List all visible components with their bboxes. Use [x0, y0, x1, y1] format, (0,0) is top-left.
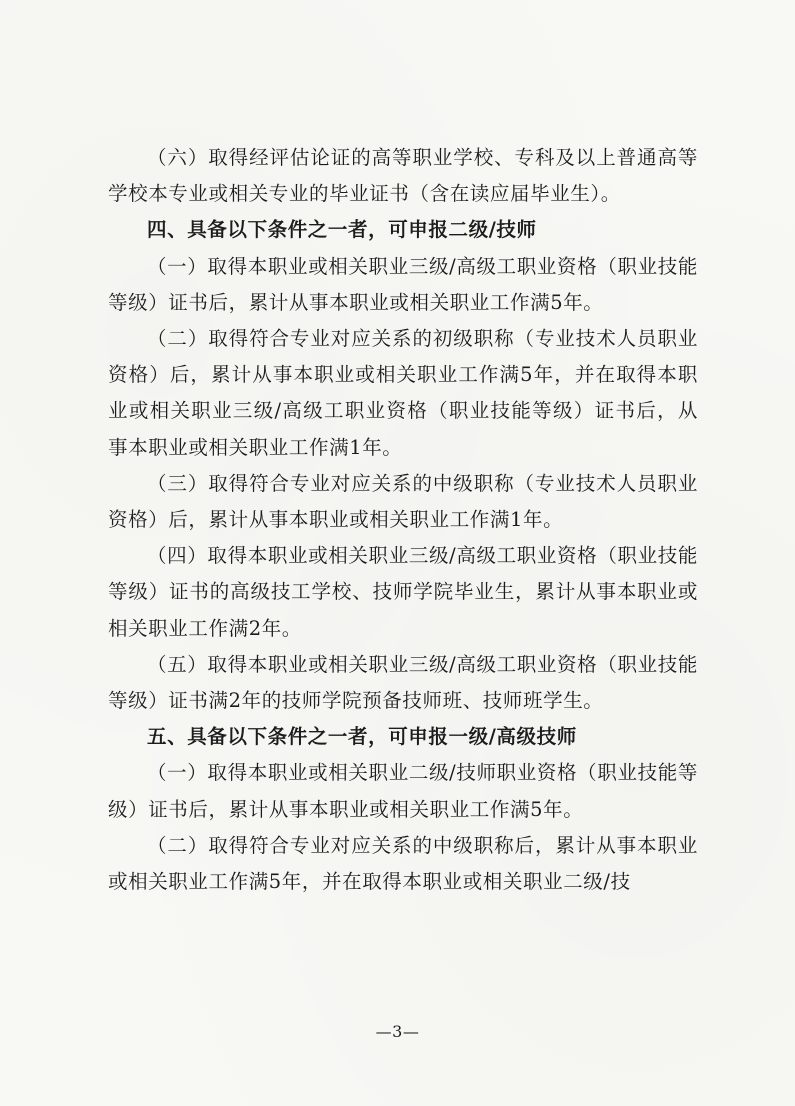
paragraph: （一）取得本职业或相关职业三级/高级工职业资格（职业技能等级）证书后，累计从事本职业或相关职业工作满5年。	[108, 254, 698, 314]
section-heading: 四、具备以下条件之一者，可申报二级/技师	[147, 218, 537, 242]
paragraph: （六）取得经评估论证的高等职业学校、专科及以上普通高等学校本专业或相关专业的毕业证书（含在读应届毕业生）。	[108, 146, 698, 206]
paragraph: （五）取得本职业或相关职业三级/高级工职业资格（职业技能等级）证书满2年的技师学院预备技师班、技师班学生。	[108, 652, 698, 713]
paragraph: （一）取得本职业或相关职业二级/技师职业资格（职业技能等级）证书后，累计从事本职业或相关职业工作满5年。	[108, 761, 698, 821]
paragraph: （三）取得符合专业对应关系的中级职称（专业技术人员职业资格）后，累计从事本职业或相关职业工作满1年。	[108, 471, 698, 532]
section-heading: 五、具备以下条件之一者，可申报一级/高级技师	[147, 725, 577, 749]
paragraph: （二）取得符合专业对应关系的初级职称（专业技术人员职业资格）后，累计从事本职业或相关职业工作满5年，并在取得本职业或相关职业三级/高级工职业资格（职业技能等级）证书后，从事本职业或相关职业工作满1年。	[108, 327, 698, 459]
paragraph: （二）取得符合专业对应关系的中级职称后，累计从事本职业或相关职业工作满5年，并在取得本职业或相关职业二级/技	[108, 833, 698, 894]
page-number: —3—	[375, 1022, 420, 1041]
document-body	[108, 140, 698, 900]
paragraph: （四）取得本职业或相关职业三级/高级工职业资格（职业技能等级）证书的高级技工学校、技师学院毕业生，累计从事本职业或相关职业工作满2年。	[108, 544, 698, 640]
